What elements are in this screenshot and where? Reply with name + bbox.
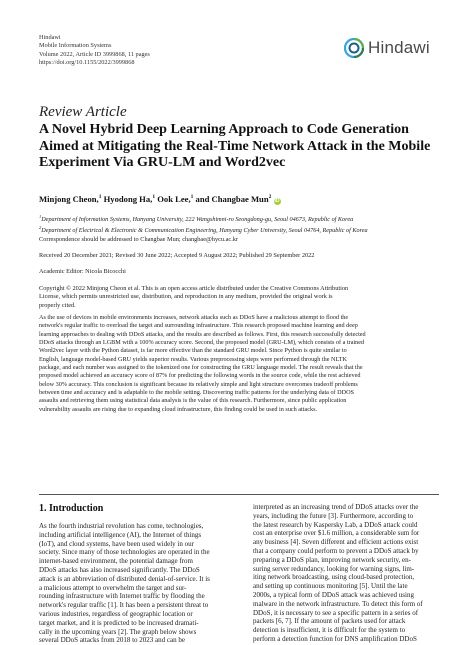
abstract-line: learning approaches to dealing with DDoS attacks, and the results are described as follows. First, this research successfully detected	[39, 330, 366, 338]
abstract-line: assaults and retrieving them using statistical data analysis is the value of this research. Furthermore, since public application	[39, 397, 347, 405]
body-line: As the fourth industrial revolution has come, technologies,	[39, 522, 204, 530]
author-name[interactable]: and Changbae Mun	[195, 194, 269, 204]
abstract-line: DDoS attacks through an LGBM with a 100% accuracy score. Second, the proposed model (GRU-LM), which consists of a trained	[39, 339, 365, 347]
author-affil-sup: 2	[268, 194, 272, 201]
body-line: malware in the network infrastructure. To detect this form of	[253, 599, 423, 608]
body-line: including artificial intelligence (AI), the Internet of things	[39, 530, 202, 539]
correspondence-text: Correspondence should be addressed to Changbae Mun; changbae@hycu.ac.kr	[39, 236, 239, 243]
section-heading: 1. Introduction	[39, 503, 104, 514]
body-line: attack is an abbreviation of distributed denial-of-service. It is	[39, 574, 210, 583]
volume-info: Volume 2022, Article ID 3999868, 11 pages	[39, 50, 150, 58]
abstract-line: proposed model achieved an accuracy score of 87% for predicting the following words in the source code, while the rest achieved	[39, 372, 361, 380]
author-name[interactable]: Minjong Cheon,	[39, 194, 99, 204]
abstract-line: As the use of devices in mobile environments increases, network attacks such as DDoS have a malicious attempt to flood the	[39, 314, 349, 321]
author-name[interactable]: Ook Lee,	[157, 194, 191, 204]
doi-link[interactable]: https://doi.org/10.1155/2022/3999868	[39, 59, 135, 67]
abstract-line: package, and each number was assigned to the tokenized one for constructing the GRU language model. The result reveals that the	[39, 364, 363, 372]
body-line: cally in the upcoming years [2]. The graph below shows	[39, 627, 197, 636]
body-line: a malicious attempt to overwhelm the target and sur-	[39, 583, 187, 592]
body-line: and setting up continuous monitoring [5]. Until the late	[253, 582, 408, 591]
publisher-name: Hindawi	[39, 34, 61, 41]
abstract-line: below 30% accuracy. This conclusion is significant because its relatively simple and light structure overcomes tradeoff problems	[39, 380, 358, 388]
affiliation-text: Department of Electrical & Electronic & Communication Engineering, Hanyang Cyber University, Seoul 04764, Republic of Korea	[41, 227, 368, 235]
body-line: the latest research by Kaspersky Lab, a DDoS attack could	[253, 520, 418, 529]
abstract	[39, 314, 439, 414]
abstract-line: English, language model-based GRU yields superior results. Various preprocessing steps were performed through the NLTK	[39, 355, 347, 363]
journal-meta	[39, 34, 150, 68]
body-line: internet-based environment, the potential damage from	[39, 557, 193, 566]
body-line: network's regular traffic [1]. It has been a persistent threat to	[39, 601, 209, 610]
body-line: target market, and it is predicted to be increased dramati-	[39, 618, 199, 627]
body-column-right	[253, 503, 441, 644]
body-line: preparing a DDoS plan, improving network security, en-	[253, 555, 411, 564]
article-type: Review Article	[39, 104, 127, 120]
affiliations	[39, 213, 439, 236]
hindawi-logo-text: Hindawi	[368, 38, 430, 57]
author-affil-sup: 1	[98, 194, 102, 201]
body-line: years, including the future [3]. Furthermore, according to	[253, 511, 414, 520]
body-line: iting network broadcasting, using cloud-based protection,	[253, 573, 415, 582]
correspondence	[39, 236, 439, 244]
body-line: several DDoS attacks from 2018 to 2023 and can be	[39, 636, 185, 645]
body-column-left	[39, 522, 227, 645]
body-line: society. Since many of those technologies are operated in the	[39, 548, 210, 557]
body-line: packets [6, 7]. If the amount of packets used for attack	[253, 617, 406, 626]
affiliation-text: Department of Information Systems, Hanyang University, 222 Wangshimni-ro Seongdong-gu, Seoul 04673, Republic of Korea	[41, 216, 354, 224]
body-line: any business [4]. Seven different and efficient actions exist	[253, 538, 419, 547]
paper-title	[39, 122, 439, 172]
hindawi-logo	[344, 38, 430, 58]
abstract-line: Word2vec layer with the Python dataset, is far more effective than the standard GRU model. Since Python is quite similar to	[39, 347, 347, 355]
affiliation-item	[39, 213, 439, 224]
abstract-line: vulnerability assaults are rising due to expanding cloud infrastructure, this finding could be used in such attacks.	[39, 405, 318, 413]
copyright-notice	[39, 285, 439, 310]
affiliation-sup: 1	[39, 214, 42, 219]
author-affil-sup: 1	[190, 194, 194, 201]
body-line: suring server redundancy, looking for warning signs, lim-	[253, 564, 415, 573]
title-line: Experiment Via GRU-LM and Word2vec	[39, 155, 286, 170]
body-line: rounding infrastructure with Internet traffic by flooding the	[39, 592, 205, 601]
affiliation-sup: 2	[39, 225, 42, 231]
body-line: (IoT), and cloud systems, have been used widely in our	[39, 539, 194, 548]
copyright-line: Copyright © 2022 Minjong Cheon et al. This is an open access article distributed under the Creative Commons Attribution	[39, 285, 349, 292]
body-line: interpreted as an increasing trend of DDoS attacks over the	[253, 503, 419, 511]
body-line: DDoS, it is necessary to see a specific pattern in a series of	[253, 608, 419, 617]
author-list	[39, 194, 281, 205]
body-line: various industries, regardless of geographic location or	[39, 609, 193, 618]
academic-editor	[39, 268, 439, 276]
section-divider	[39, 494, 439, 495]
author-name[interactable]: Hyodong Ha,	[103, 194, 153, 204]
article-dates	[39, 252, 439, 260]
author-affil-sup: 1	[152, 194, 156, 201]
body-line: 2000s, a typical form of DDoS attack was achieved using	[253, 590, 414, 599]
abstract-line: between time and accuracy and is adaptable to the mobile setting. Discovering traffic patterns for the underlying data of DDOS	[39, 389, 355, 397]
copyright-line: License, which permits unrestricted use, distribution, and reproduction in any medium, provided the original work is	[39, 293, 333, 301]
copyright-line: properly cited.	[39, 301, 76, 309]
affiliation-item	[39, 224, 439, 235]
hindawi-logo-icon	[344, 38, 364, 58]
body-line: detection is insufficient, it is difficult for the system to	[253, 626, 406, 635]
body-line: perform a detection function for DNS amplification DDoS	[253, 634, 417, 643]
title-line: A Novel Hybrid Deep Learning Approach to Code Generation	[39, 122, 409, 137]
abstract-line: network's regular traffic to overload the target and surrounding infrastructure. This research proposed machine learning and deep	[39, 322, 358, 330]
body-line: DDoS attacks has also increased significantly. The DDoS	[39, 565, 200, 574]
editor-text: Academic Editor: Nicola Bicocchi	[39, 268, 126, 275]
body-line: cost an enterprise over $1.6 million, a considerable sum for	[253, 529, 420, 538]
dates-text: Received 20 December 2021; Revised 30 June 2022; Accepted 9 August 2022; Published 29 September 2022	[39, 252, 315, 259]
body-line: that a company could perform to prevent a DDoS attack by	[253, 546, 419, 555]
journal-name: Mobile Information Systems	[39, 42, 112, 50]
orcid-icon[interactable]: iD	[274, 197, 280, 204]
title-line: Aimed at Mitigating the Real-Time Network Attack in the Mobile	[39, 138, 431, 154]
